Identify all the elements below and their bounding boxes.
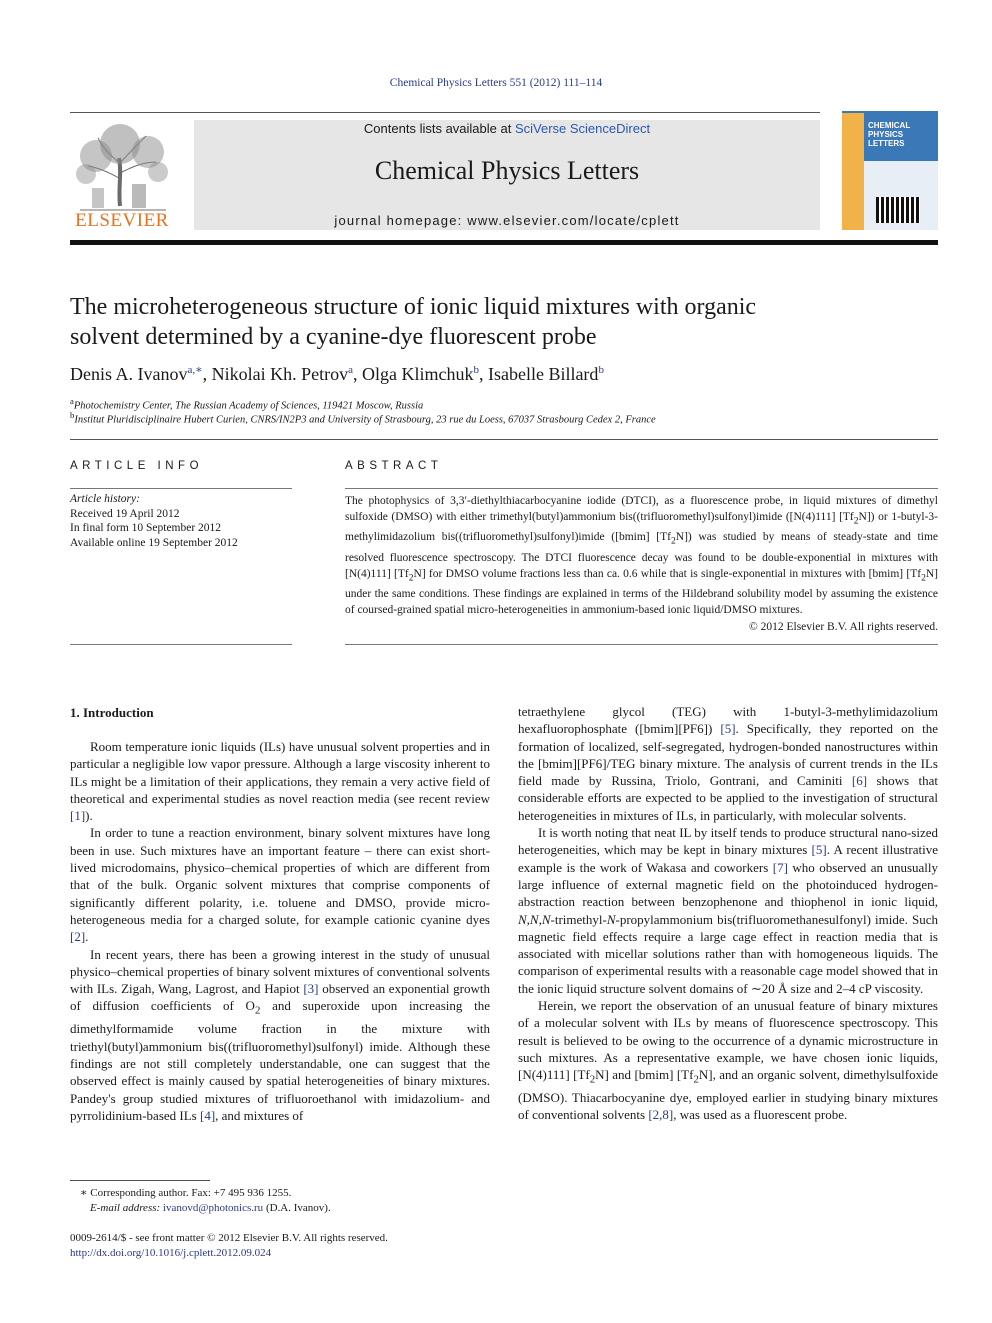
paragraph: In recent years, there has been a growing interest in the study of unusual physico–chemical properties of binary solvent mixtures of conventional solvents with ILs. Zigah, Wang, Lagrost, and Hapiot [3] observed an exponential growth of diffusion coefficients of $O_2$ and superoxide upon increasing the dimethylformamide volume fraction in the mixture with triethyl(butyl)ammonium bis((trifluoromethyl)sulfonyl) imide. Although these findings are not still completely understandable, one can suggest that the observed effect is mainly caused by spatial heterogeneities of binary mixtures. Pandey's group studied mixtures of trifluoroethanol with imidazolium- and pyrrolidinium-based ILs [4], and mixtures of xyxy=(70,946,490,1123)
introduction-heading: 1. Introduction xyxy=(70,705,154,720)
abstract-rule xyxy=(345,488,938,489)
affiliation: $^b$Institut Pluridisciplinaire Hubert Curien, CNRS/IN2P3 and University of Strasbourg, 23 rue du Loess, 67037 Strasbourg Cedex 2, France xyxy=(70,410,656,426)
reference-link[interactable]: [2] xyxy=(70,929,86,945)
section-rule xyxy=(70,439,938,440)
body-column-left xyxy=(70,738,490,1124)
journal-homepage[interactable]: journal homepage: www.elsevier.com/locate/cplett xyxy=(334,213,680,228)
journal-cover-thumbnail xyxy=(842,111,938,230)
author-affiliation-mark[interactable]: b xyxy=(598,364,604,376)
reference-link[interactable]: [5] xyxy=(720,721,736,737)
article-history: Article history: Received 19 April 2012 In final form 10 September 2012 Available online 19 September 2012 xyxy=(70,493,238,549)
abstract-heading: ABSTRACT xyxy=(345,460,443,472)
reference-link[interactable]: [2,8] xyxy=(648,1107,674,1123)
cover-title: CHEMICAL PHYSICS LETTERS xyxy=(868,121,911,148)
author-affiliation-mark[interactable]: b xyxy=(473,364,479,376)
paragraph: In order to tune a reaction environment, binary solvent mixtures have long been in use. Such mixtures have an important feature – there can exist short-lived microdomains, physico–chemical properties of which are different from that of the bulk. Organic solvent mixtures that comprise components of significantly different polarity, i.e. toluene and DMSO, provide micro-heterogeneous media for a charged solute, for example cationic cyanine dyes [2]. xyxy=(70,825,490,945)
cover-stripe xyxy=(842,113,864,230)
author-name: Denis A. Ivanov xyxy=(70,364,188,384)
journal-name: Chemical Physics Letters xyxy=(374,156,640,185)
header-thick-rule xyxy=(70,240,938,245)
paragraph: Herein, we report the observation of an unusual feature of binary mixtures of a molecular solvent with ILs by means of fluorescence spectroscopy. This result is believed to be owing to the occurrence of a dynamic microstructure in such mixtures. As a representative example, we have chosen ionic liquids, [N(4)111] $[Tf_2N]$ and [bmim] $[Tf_2N]$, and an organic solvent, dimethylsulfoxide (DMSO). Thiacarbocyanine dye, employed earlier in studying binary mixtures of conventional solvents [2,8], was used as a fluorescent probe. xyxy=(518,998,939,1123)
footnote-rule xyxy=(70,1180,210,1181)
article-title: The microheterogeneous structure of ionic liquid mixtures with organic solvent determined by a cyanine-dye fluorescent probe xyxy=(70,294,757,350)
issn-doi-block: 0009-2614/$ - see front matter © 2012 Elsevier B.V. All rights reserved. http://dx.doi.org/10.1016/j.cplett.2012.09.024 xyxy=(70,1231,490,1261)
author-affiliation-mark[interactable]: a,∗ xyxy=(187,364,203,376)
abstract-text: The photophysics of 3,3′-diethylthiacarbocyanine iodide (DTCI), as a fluorescence probe, in liquid mixtures of dimethyl sulfoxide (DMSO) with either trimethyl(butyl)ammonium bis((trifluoromethyl)sulfonyl)imide ([N(4)111] $[Tf_2N]$) or 1-butyl-3-methylimidazolium bis((trifluoromethyl)sulfonyl)imide ([bmim] $[Tf_2N]$) was studied by means of steady-state and time resolved fluorescence spectroscopy. The DTCI fluorescence decay was found to be double-exponential in mixtures with [N(4)111] $[Tf_2N]$ for DMSO volume fractions less than ca. 0.6 while that is single-exponential in mixtures with [bmim] $[Tf_2N]$ under the same conditions. These findings are explained in terms of the Hildebrand solubility model by assuming the existence of coursed-grained spatial micro-heterogeneities in ammonium-based ionic liquid/DMSO mixtures. xyxy=(345,495,938,616)
article-info-rule xyxy=(70,488,292,489)
abstract-bottom-rule xyxy=(345,644,938,645)
contents-line xyxy=(194,121,820,136)
contents-prefix: Contents lists available at xyxy=(363,121,515,136)
author-name: Nikolai Kh. Petrov xyxy=(211,364,349,384)
reference-link[interactable]: [7] xyxy=(772,859,788,875)
author-name: Isabelle Billard xyxy=(487,364,599,384)
paragraph: It is worth noting that neat IL by itself tends to produce structural nano-sized heterogeneities, which may be kept in binary mixtures [5]. A recent illustrative example is the work of Wakasa and coworkers [7] who observed an unusually large influence of external magnetic field on the photoinduced hydrogen-abstraction reaction between benzophenone and thiophenol in ionic liquid, N,N,N-trimethyl-N-propylammonium bis(trifluoromethanesulfonyl) imide. Such magnetic field effects require a large cage effect in reaction media that is associated with micellar solutions rather than with homogeneous liquids. The comparison of experimental results with a reasonable cage model showed that in the ionic liquid structure solvent domains of ∼20 Å size and 2–4 cP viscosity. xyxy=(518,825,938,996)
corresponding-author-note: ∗ Corresponding author. Fax: +7 495 936 1255. E-mail address: ivanovd@photonics.ru (D.A. Ivanov). xyxy=(80,1187,331,1214)
email-link[interactable]: ivanovd@photonics.ru xyxy=(162,1202,264,1214)
article-info-bottom-rule xyxy=(70,644,292,645)
reference-link[interactable]: [6] xyxy=(851,773,868,789)
elsevier-wordmark: ELSEVIER xyxy=(75,210,169,231)
journal-citation[interactable]: Chemical Physics Letters 551 (2012) 111–114 xyxy=(389,77,603,89)
article-info-heading: ARTICLE INFO xyxy=(70,460,204,472)
abstract-copyright: © 2012 Elsevier B.V. All rights reserved. xyxy=(749,621,938,633)
reference-link[interactable]: [1] xyxy=(70,808,86,824)
sciencedirect-link[interactable]: SciVerse ScienceDirect xyxy=(514,121,651,136)
author-affiliation-mark[interactable]: a xyxy=(348,364,353,376)
header-rule xyxy=(70,112,820,113)
reference-link[interactable]: [5] xyxy=(811,842,827,858)
paragraph: Room temperature ionic liquids (ILs) have unusual solvent properties and in particular a negligible low vapor pressure. Although a large viscosity inherent to ILs might be a limitation of their applications, they remain a very active field of theoretical and experimental studies as novel reaction media (see recent review [1]). xyxy=(70,739,490,824)
author-name: Olga Klimchuk xyxy=(361,364,474,384)
cover-barcode xyxy=(876,197,920,223)
reference-link[interactable]: [3] xyxy=(303,981,319,997)
doi-link[interactable]: http://dx.doi.org/10.1016/j.cplett.2012.09.024 xyxy=(70,1247,272,1259)
reference-link[interactable]: [4] xyxy=(199,1107,216,1123)
author-list: Denis A. Ivanov$^{a,∗}$, Nikolai Kh. Petrov$^a$, Olga Klimchuk$^b$, Isabelle Billard$^b$ xyxy=(70,364,604,384)
paragraph: tetraethylene glycol (TEG) with 1-butyl-3-methylimidazolium hexafluorophosphate ([bmim][PF6]) [5]. Specifically, they reported on the formation of localized, self-segregated, hydrogen-bonded nanostructures within the [bmim][PF6]/TEG binary mixture. The analysis of current trends in the ILs field made by Russina, Triolo, Gontrani, and Caminiti [6] shows that considerable efforts are expected to be applied to the investigation of structural heterogeneities in mixtures of ILs, in particularly, with molecular solvents. xyxy=(518,704,938,823)
affiliation: $^a$Photochemistry Center, The Russian Academy of Sciences, 119421 Moscow, Russia xyxy=(70,396,424,412)
body-column-right xyxy=(518,703,938,1124)
